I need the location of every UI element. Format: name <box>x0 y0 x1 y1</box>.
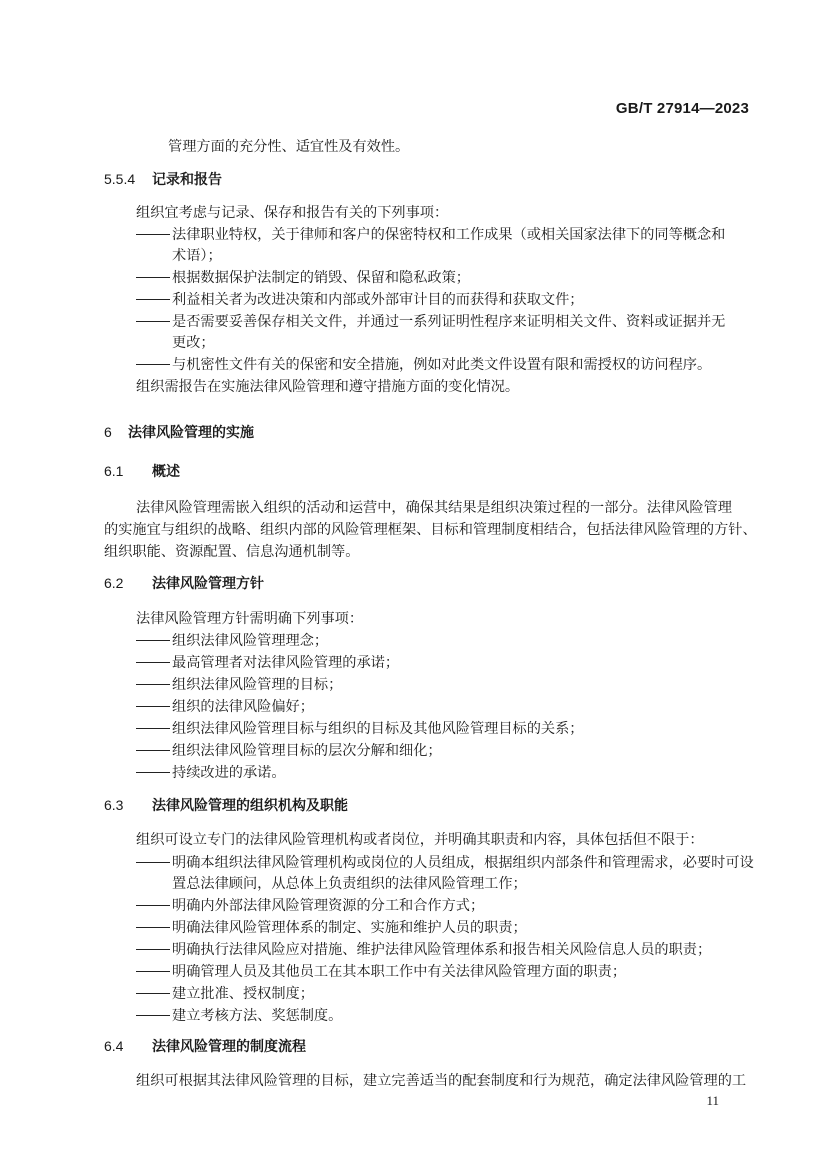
em-dash <box>136 971 170 972</box>
list-item: 利益相关者为改进决策和内部或外部审计目的而获得和获取文件； <box>136 290 583 310</box>
list-item-continuation: 更改； <box>172 335 215 351</box>
list-item: 最高管理者对法律风险管理的承诺； <box>136 653 399 673</box>
section-6-heading <box>104 422 254 443</box>
list-item: 是否需要妥善保存相关文件，并通过一系列证明性程序来证明相关文件、资料或证据并无 <box>136 312 725 332</box>
section-number: 6.1 <box>104 463 124 479</box>
section-number: 5.5.4 <box>104 171 136 187</box>
list-item: 建立批准、授权制度； <box>136 984 314 1004</box>
em-dash <box>136 299 170 300</box>
section-number: 6.2 <box>104 575 124 591</box>
section-5-5-4-heading <box>104 169 222 190</box>
em-dash <box>136 728 170 729</box>
em-dash <box>136 684 170 685</box>
list-item: 建立考核方法、奖惩制度。 <box>136 1006 342 1026</box>
section-number: 6.3 <box>104 797 124 813</box>
list-item: 明确法律风险管理体系的制定、实施和维护人员的职责； <box>136 918 527 938</box>
section-6-3-heading <box>104 795 348 816</box>
em-dash <box>136 364 170 365</box>
em-dash <box>136 662 170 663</box>
section-number: 6.4 <box>104 1038 124 1054</box>
s61-paragraph-line-2: 的实施宜与组织的战略、组织内部的风险管理框架、目标和管理制度相结合，包括法律风险管理的方针、 <box>104 522 757 538</box>
list-item: 组织法律风险管理目标的层次分解和细化； <box>136 741 442 761</box>
s554-closing: 组织需报告在实施法律风险管理和遵守措施方面的变化情况。 <box>136 379 520 395</box>
em-dash <box>136 927 170 928</box>
section-title: 法律风险管理的实施 <box>128 425 254 441</box>
section-title: 法律风险管理的制度流程 <box>152 1039 306 1055</box>
em-dash <box>136 772 170 773</box>
em-dash <box>136 750 170 751</box>
list-item: 持续改进的承诺。 <box>136 763 286 783</box>
em-dash <box>136 862 170 863</box>
em-dash <box>136 949 170 950</box>
list-item: 组织法律风险管理的目标； <box>136 675 342 695</box>
section-6-1-heading <box>104 461 180 482</box>
continuation-text: 管理方面的充分性、适宜性及有效性。 <box>168 139 410 155</box>
em-dash <box>136 1015 170 1016</box>
list-item-continuation: 术语）； <box>172 248 222 264</box>
standard-number: GB/T 27914—2023 <box>615 100 749 117</box>
list-item: 法律职业特权，关于律师和客户的保密特权和工作成果（或相关国家法律下的同等概念和 <box>136 225 725 245</box>
section-number: 6 <box>104 424 112 440</box>
section-6-4-heading <box>104 1036 306 1057</box>
em-dash <box>136 321 170 322</box>
em-dash <box>136 640 170 641</box>
list-item: 明确管理人员及其他员工在其本职工作中有关法律风险管理方面的职责； <box>136 962 626 982</box>
list-item: 组织法律风险管理理念； <box>136 631 328 651</box>
list-item: 根据数据保护法制定的销毁、保留和隐私政策； <box>136 268 470 288</box>
s61-paragraph-line-3: 组织职能、资源配置、信息沟通机制等。 <box>104 544 360 560</box>
list-item: 明确本组织法律风险管理机构或岗位的人员组成，根据组织内部条件和管理需求，必要时可设 <box>136 853 754 873</box>
list-item: 组织法律风险管理目标与组织的目标及其他风险管理目标的关系； <box>136 719 583 739</box>
section-title: 法律风险管理的组织机构及职能 <box>152 798 348 814</box>
s64-paragraph-line-1: 组织可根据其法律风险管理的目标，建立完善适当的配套制度和行为规范，确定法律风险管理的工 <box>136 1073 747 1089</box>
em-dash <box>136 993 170 994</box>
s62-intro: 法律风险管理方针需明确下列事项： <box>136 611 364 627</box>
section-title: 概述 <box>152 464 180 480</box>
em-dash <box>136 277 170 278</box>
list-item: 明确内外部法律风险管理资源的分工和合作方式； <box>136 896 484 916</box>
section-title: 记录和报告 <box>152 172 222 188</box>
em-dash <box>136 234 170 235</box>
em-dash <box>136 905 170 906</box>
page-number: 11 <box>706 1093 719 1108</box>
list-item-continuation: 置总法律顾问，从总体上负责组织的法律风险管理工作； <box>172 876 527 892</box>
section-6-2-heading <box>104 573 264 594</box>
list-item: 与机密性文件有关的保密和安全措施，例如对此类文件设置有限和需授权的访问程序。 <box>136 355 711 375</box>
em-dash <box>136 706 170 707</box>
s63-intro: 组织可设立专门的法律风险管理机构或者岗位，并明确其职责和内容，具体包括但不限于： <box>136 832 704 848</box>
section-title: 法律风险管理方针 <box>152 576 264 592</box>
s554-intro: 组织宜考虑与记录、保存和报告有关的下列事项： <box>136 205 449 221</box>
list-item: 明确执行法律风险应对措施、维护法律风险管理体系和报告相关风险信息人员的职责； <box>136 940 711 960</box>
list-item: 组织的法律风险偏好； <box>136 697 314 717</box>
s61-paragraph-line-1: 法律风险管理需嵌入组织的活动和运营中，确保其结果是组织决策过程的一部分。法律风险管理 <box>136 500 732 516</box>
